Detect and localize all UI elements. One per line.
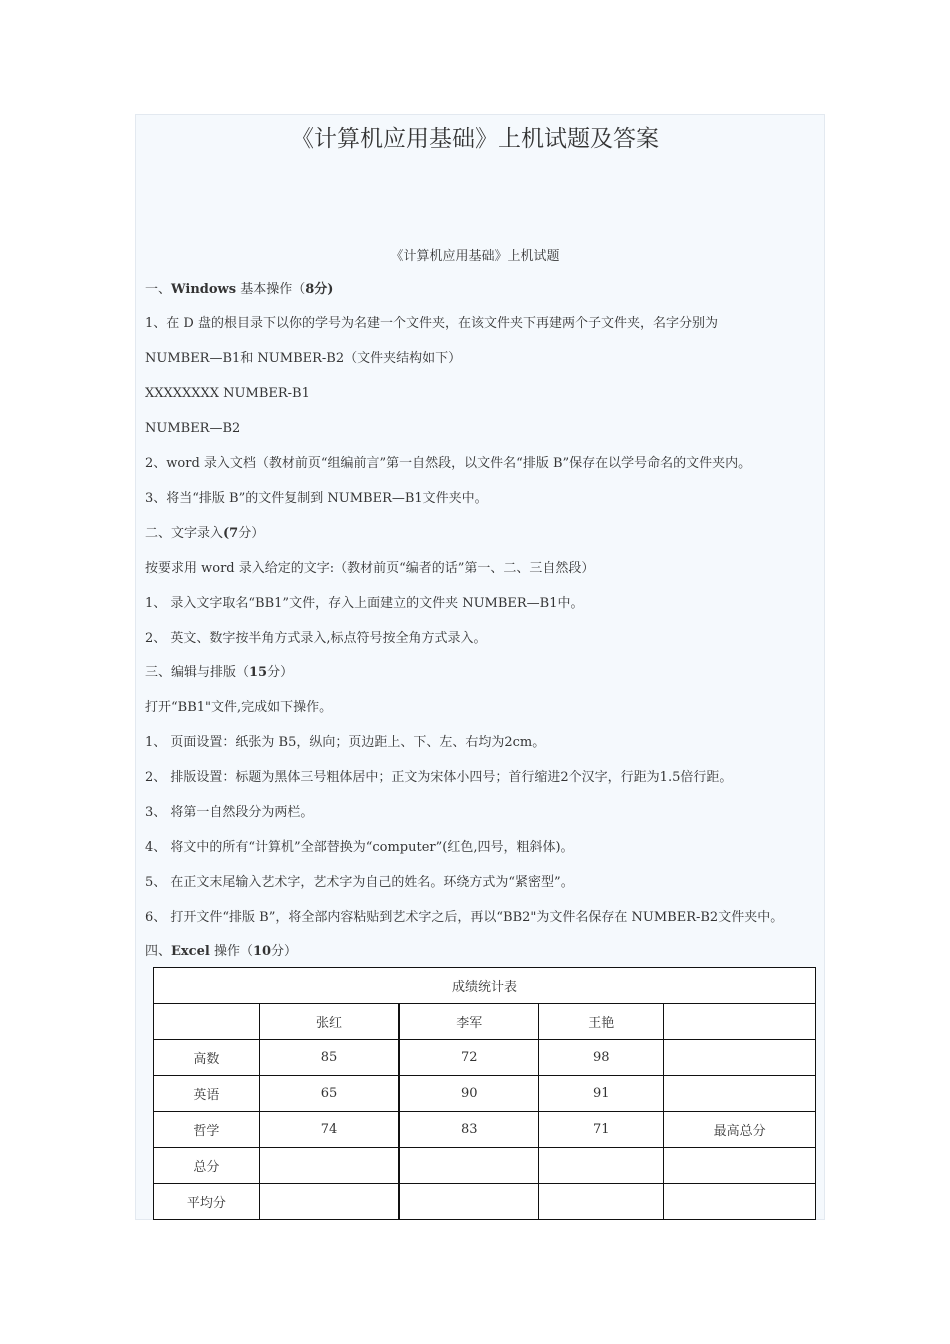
table-cell: 74: [259, 1112, 399, 1148]
table-cell: [259, 1184, 399, 1220]
table-cell: 72: [399, 1040, 539, 1076]
table-cell: 83: [399, 1112, 539, 1148]
table-caption-row: [154, 968, 816, 1004]
table-row-label: 哲学: [154, 1112, 260, 1148]
table-header-cell: 王艳: [539, 1004, 664, 1040]
exam-subtitle: 《计算机应用基础》上机试题: [390, 249, 560, 264]
table-cell: [664, 1076, 816, 1112]
score-table: [153, 967, 816, 1220]
table-cell: 91: [539, 1076, 664, 1112]
table-cell: [664, 1184, 816, 1220]
question-text: 2、 排版设置：标题为黑体三号粗体居中；正文为宋体小四号；首行缩进2个汉字，行距为1.5倍行距。: [145, 770, 733, 785]
question-text: 1、 录入文字取名“BB1”文件，存入上面建立的文件夹 NUMBER—B1中。: [145, 596, 584, 611]
question-text: 按要求用 word 录入给定的文字:（教材前页“编者的话”第一、二、三自然段）: [145, 561, 595, 576]
table-cell: [399, 1184, 539, 1220]
table-header-cell: 张红: [259, 1004, 399, 1040]
table-header-row: [154, 1004, 816, 1040]
table-row: [154, 1112, 816, 1148]
section-heading-editing: 三、编辑与排版（15分）: [145, 665, 294, 680]
question-text: 1、 页面设置：纸张为 B5，纵向；页边距上、下、左、右均为2cm。: [145, 735, 546, 750]
question-text: 4、 将文中的所有“计算机”全部替换为“computer”(红色,四号，粗斜体)。: [145, 840, 574, 855]
section-heading-excel: 四、Excel 操作（10分）: [145, 944, 298, 959]
table-row: [154, 1148, 816, 1184]
table-row: [154, 1040, 816, 1076]
section-heading-typing: 二、文字录入(7分）: [145, 526, 265, 541]
table-cell: [259, 1148, 399, 1184]
table-cell: 最高总分: [664, 1112, 816, 1148]
table-row-label: 平均分: [154, 1184, 260, 1220]
table-cell: [154, 1004, 260, 1040]
table-row: [154, 1076, 816, 1112]
question-text: 6、 打开文件“排版 B”，将全部内容粘贴到艺术字之后，再以“BB2"为文件名保存在 NUMBER-B2文件夹中。: [145, 910, 784, 925]
question-text: 2、word 录入文档（教材前页“组编前言”第一自然段，以文件名“排版 B”保存在以学号命名的文件夹内。: [145, 456, 752, 471]
table-cell: [539, 1148, 664, 1184]
question-text: 5、 在正文末尾输入艺术字，艺术字为自己的姓名。环绕方式为“紧密型”。: [145, 875, 574, 890]
question-text: 打开“BB1"文件,完成如下操作。: [145, 700, 333, 715]
table-header-cell: 李军: [399, 1004, 539, 1040]
folder-structure-line: NUMBER—B2: [145, 421, 241, 436]
table-row-label: 英语: [154, 1076, 260, 1112]
page-title: 《计算机应用基础》上机试题及答案: [291, 126, 659, 152]
section-heading-windows: 一、Windows 基本操作（8分): [145, 282, 334, 297]
table-row-label: 总分: [154, 1148, 260, 1184]
question-text: NUMBER—B1和 NUMBER-B2（文件夹结构如下）: [145, 351, 462, 366]
table-row-label: 高数: [154, 1040, 260, 1076]
table-cell: [539, 1184, 664, 1220]
table-cell: [664, 1004, 816, 1040]
table-cell: 90: [399, 1076, 539, 1112]
table-caption: 成绩统计表: [154, 968, 816, 1004]
table-cell: 65: [259, 1076, 399, 1112]
table-row: [154, 1184, 816, 1220]
table-cell: [664, 1040, 816, 1076]
question-text: 1、在 D 盘的根目录下以你的学号为名建一个文件夹，在该文件夹下再建两个子文件夹，名字分别为: [145, 316, 718, 331]
question-text: 3、将当“排版 B”的文件复制到 NUMBER—B1文件夹中。: [145, 491, 488, 506]
question-text: 2、 英文、数字按半角方式录入,标点符号按全角方式录入。: [145, 631, 487, 646]
table-cell: [399, 1148, 539, 1184]
table-cell: [664, 1148, 816, 1184]
question-text: 3、 将第一自然段分为两栏。: [145, 805, 314, 820]
table-cell: 98: [539, 1040, 664, 1076]
folder-structure-line: XXXXXXXX NUMBER-B1: [145, 386, 310, 401]
table-cell: 85: [259, 1040, 399, 1076]
table-cell: 71: [539, 1112, 664, 1148]
